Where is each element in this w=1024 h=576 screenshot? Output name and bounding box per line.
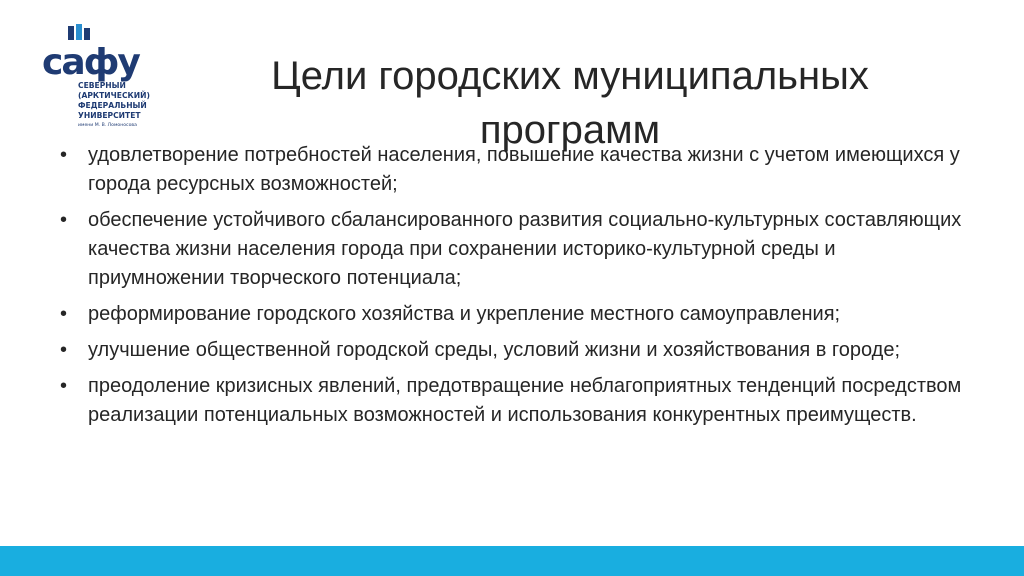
bullet-icon: • <box>60 144 68 166</box>
bullet-icon: • <box>60 303 68 325</box>
list-item <box>56 336 976 365</box>
bullet-icon: • <box>60 375 68 397</box>
list-item-text: преодоление кризисных явлений, предотвращение неблагоприятных тенденций посредством реализации потенциальных возможностей и использования конкурентных преимуществ. <box>88 375 962 426</box>
title-line-2: программ <box>479 107 661 152</box>
bullet-icon: • <box>60 209 68 231</box>
svg-text:СЕВЕРНЫЙ: СЕВЕРНЫЙ <box>78 81 126 90</box>
list-item-text: реформирование городского хозяйства и укрепление местного самоуправления; <box>88 303 841 325</box>
bullet-icon: • <box>60 339 68 361</box>
list-item <box>56 300 976 329</box>
list-item-text: обеспечение устойчивого сбалансированного развития социально-культурных составляющих качества жизни населения города при сохранении историко-культурной среды и приумножении творческого потенциала; <box>88 209 962 289</box>
svg-text:сафу: сафу <box>42 42 139 83</box>
list-item-text: удовлетворение потребностей населения, повышение качества жизни с учетом имеющихся у города ресурсных возможностей; <box>88 144 960 195</box>
svg-text:УНИВЕРСИТЕТ: УНИВЕРСИТЕТ <box>78 111 141 120</box>
list-item-text: улучшение общественной городской среды, условий жизни и хозяйствования в городе; <box>88 339 901 361</box>
svg-text:(АРКТИЧЕСКИЙ): (АРКТИЧЕСКИЙ) <box>78 91 150 100</box>
title-line-1: Цели городских муниципальных <box>271 53 869 98</box>
footer-accent-bar <box>0 546 1024 576</box>
list-item <box>56 206 976 293</box>
goals-list <box>56 141 976 437</box>
svg-text:ФЕДЕРАЛЬНЫЙ: ФЕДЕРАЛЬНЫЙ <box>78 101 147 110</box>
university-logo <box>40 22 150 140</box>
svg-text:имени М. В. Ломоносова: имени М. В. Ломоносова <box>78 123 137 128</box>
list-item <box>56 141 976 199</box>
list-item <box>56 372 976 430</box>
